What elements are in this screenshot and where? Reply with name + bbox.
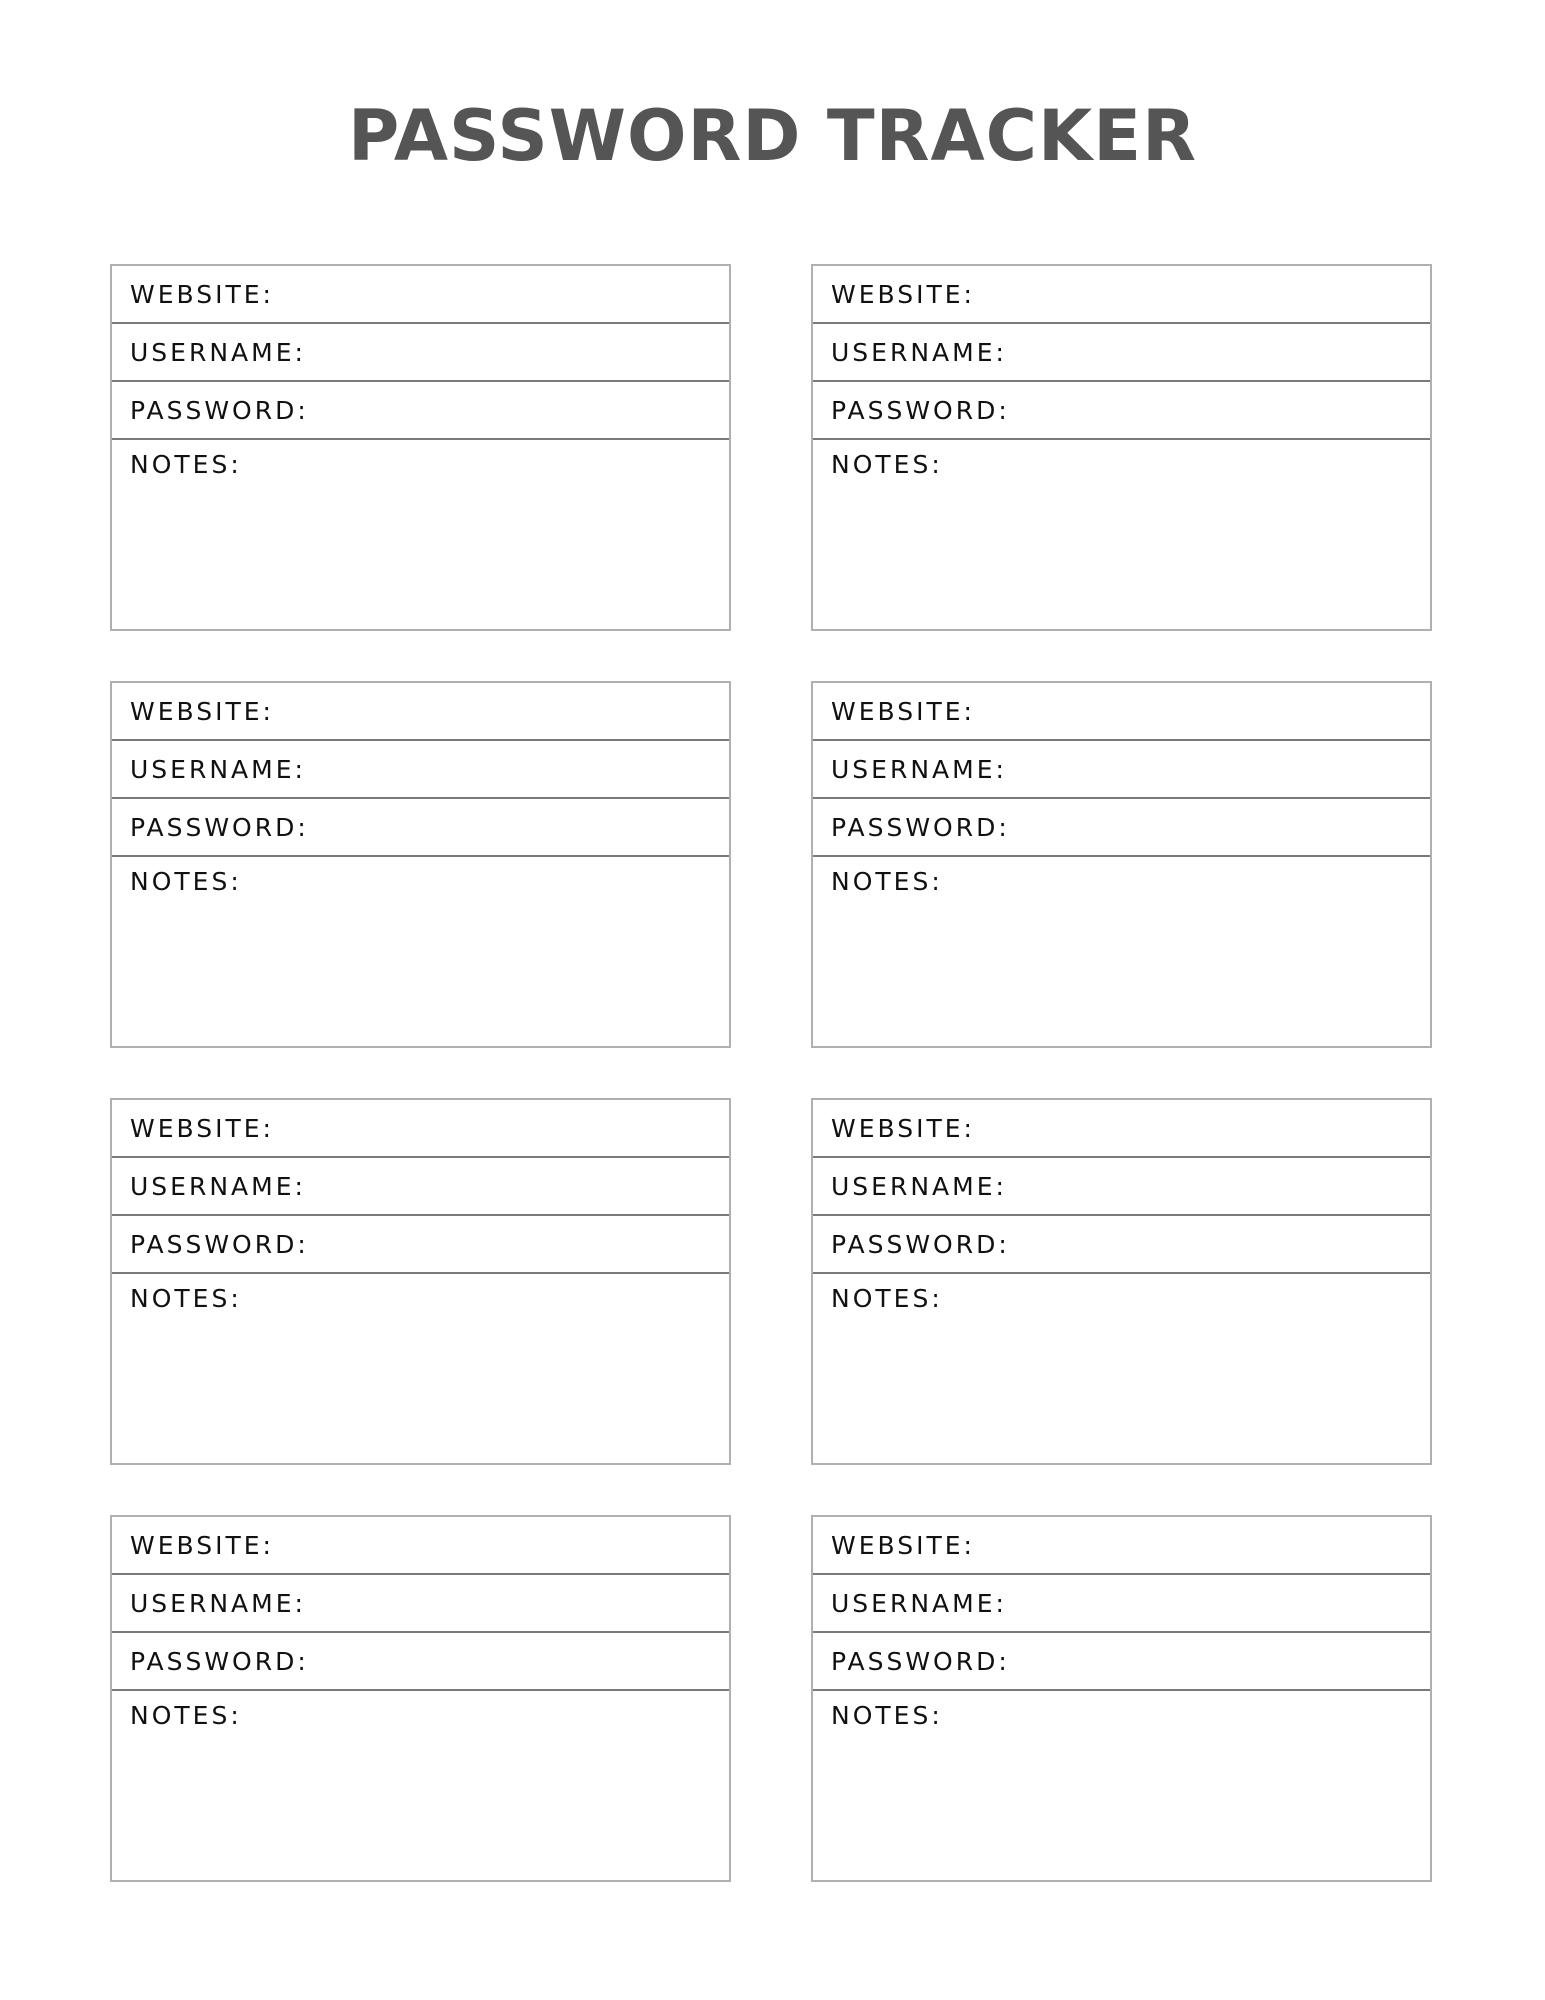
username-field[interactable] (112, 1575, 729, 1633)
website-field[interactable] (813, 1100, 1430, 1158)
username-field[interactable] (813, 1158, 1430, 1216)
password-entry-card (110, 1515, 731, 1882)
notes-field[interactable] (813, 857, 1430, 1017)
website-field[interactable] (112, 683, 729, 741)
website-field[interactable] (813, 266, 1430, 324)
website-label: WEBSITE: (831, 696, 975, 726)
username-field[interactable] (813, 1575, 1430, 1633)
website-field[interactable] (112, 1100, 729, 1158)
website-label: WEBSITE: (130, 1113, 274, 1143)
password-label: PASSWORD: (130, 1229, 309, 1259)
username-field[interactable] (813, 741, 1430, 799)
website-field[interactable] (112, 1517, 729, 1575)
username-label: USERNAME: (831, 754, 1007, 784)
password-entry-card (110, 1098, 731, 1465)
username-field[interactable] (112, 741, 729, 799)
username-label: USERNAME: (130, 337, 306, 367)
username-label: USERNAME: (130, 1588, 306, 1618)
password-field[interactable] (112, 799, 729, 857)
username-field[interactable] (112, 1158, 729, 1216)
username-field[interactable] (813, 324, 1430, 382)
password-entry-card (110, 264, 731, 631)
username-label: USERNAME: (130, 1171, 306, 1201)
website-label: WEBSITE: (130, 1530, 274, 1560)
password-field[interactable] (813, 1633, 1430, 1691)
notes-label: NOTES: (130, 1284, 242, 1313)
password-field[interactable] (813, 382, 1430, 440)
password-label: PASSWORD: (130, 395, 309, 425)
notes-label: NOTES: (130, 1701, 242, 1730)
password-field[interactable] (112, 1216, 729, 1274)
password-label: PASSWORD: (831, 1229, 1010, 1259)
page-title: PASSWORD TRACKER (348, 95, 1197, 177)
username-label: USERNAME: (130, 754, 306, 784)
notes-label: NOTES: (831, 867, 943, 896)
username-field[interactable] (112, 324, 729, 382)
password-field[interactable] (813, 1216, 1430, 1274)
website-field[interactable] (813, 1517, 1430, 1575)
notes-label: NOTES: (831, 1284, 943, 1313)
notes-field[interactable] (813, 1691, 1430, 1851)
notes-field[interactable] (813, 440, 1430, 600)
website-label: WEBSITE: (831, 1113, 975, 1143)
website-label: WEBSITE: (831, 279, 975, 309)
notes-field[interactable] (112, 1691, 729, 1851)
password-label: PASSWORD: (831, 395, 1010, 425)
password-field[interactable] (112, 382, 729, 440)
website-field[interactable] (112, 266, 729, 324)
password-entry-card (110, 681, 731, 1048)
username-label: USERNAME: (831, 337, 1007, 367)
website-label: WEBSITE: (831, 1530, 975, 1560)
password-label: PASSWORD: (130, 812, 309, 842)
username-label: USERNAME: (831, 1171, 1007, 1201)
password-field[interactable] (112, 1633, 729, 1691)
notes-field[interactable] (813, 1274, 1430, 1434)
password-entry-card (811, 681, 1432, 1048)
password-entry-card (811, 1098, 1432, 1465)
website-field[interactable] (813, 683, 1430, 741)
password-entry-card (811, 264, 1432, 631)
notes-label: NOTES: (130, 867, 242, 896)
website-label: WEBSITE: (130, 696, 274, 726)
website-label: WEBSITE: (130, 279, 274, 309)
password-entry-card (811, 1515, 1432, 1882)
notes-label: NOTES: (130, 450, 242, 479)
username-label: USERNAME: (831, 1588, 1007, 1618)
password-field[interactable] (813, 799, 1430, 857)
notes-field[interactable] (112, 857, 729, 1017)
notes-field[interactable] (112, 1274, 729, 1434)
password-label: PASSWORD: (831, 1646, 1010, 1676)
notes-field[interactable] (112, 440, 729, 600)
password-label: PASSWORD: (831, 812, 1010, 842)
password-label: PASSWORD: (130, 1646, 309, 1676)
notes-label: NOTES: (831, 450, 943, 479)
notes-label: NOTES: (831, 1701, 943, 1730)
